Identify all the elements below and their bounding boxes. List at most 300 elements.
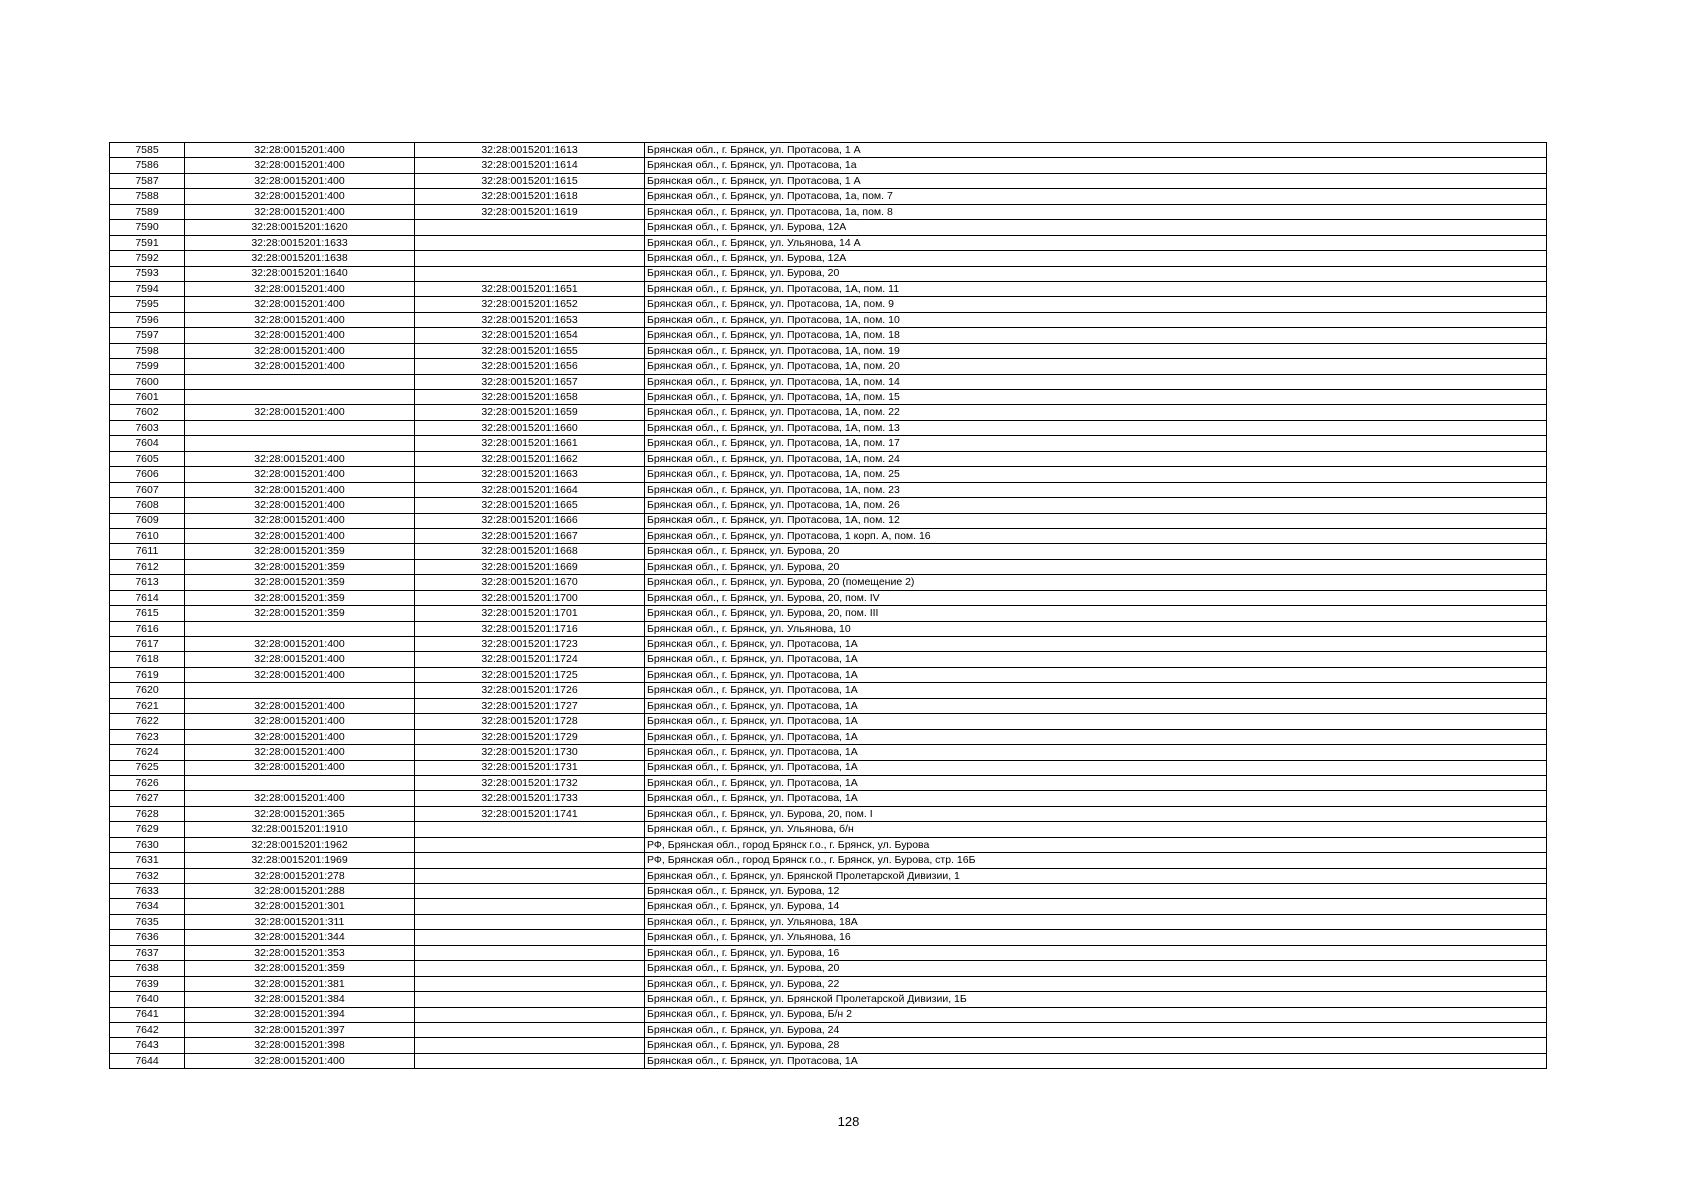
table-row xyxy=(110,173,1547,188)
address-cell: Брянская обл., г. Брянск, ул. Протасова, 1А, пом. 18 xyxy=(645,328,1547,343)
table-row xyxy=(110,1053,1547,1068)
cadastral-number-cell: 32:28:0015201:1732 xyxy=(415,775,645,790)
table-row xyxy=(110,775,1547,790)
table-row xyxy=(110,806,1547,821)
parent-cadastral-number-cell: 32:28:0015201:288 xyxy=(185,884,415,899)
row-number-cell: 7618 xyxy=(110,652,185,667)
row-number-cell: 7639 xyxy=(110,976,185,991)
address-cell: Брянская обл., г. Брянск, ул. Протасова, 1А, пом. 14 xyxy=(645,374,1547,389)
row-number-cell: 7627 xyxy=(110,791,185,806)
cadastral-number-cell: 32:28:0015201:1666 xyxy=(415,513,645,528)
parent-cadastral-number-cell xyxy=(185,374,415,389)
cadastral-number-cell: 32:28:0015201:1664 xyxy=(415,482,645,497)
address-cell: Брянская обл., г. Брянск, ул. Бурова, 20 (помещение 2) xyxy=(645,575,1547,590)
table-row xyxy=(110,868,1547,883)
table-row xyxy=(110,760,1547,775)
parent-cadastral-number-cell: 32:28:0015201:400 xyxy=(185,189,415,204)
row-number-cell: 7636 xyxy=(110,930,185,945)
address-cell: Брянская обл., г. Брянск, ул. Протасова, 1А, пом. 12 xyxy=(645,513,1547,528)
table-row xyxy=(110,683,1547,698)
table-body xyxy=(110,143,1547,1069)
cadastral-number-cell xyxy=(415,837,645,852)
address-cell: Брянская обл., г. Брянск, ул. Протасова, 1а, пом. 8 xyxy=(645,204,1547,219)
cadastral-number-cell xyxy=(415,945,645,960)
table-row xyxy=(110,575,1547,590)
parent-cadastral-number-cell: 32:28:0015201:359 xyxy=(185,961,415,976)
row-number-cell: 7608 xyxy=(110,498,185,513)
row-number-cell: 7613 xyxy=(110,575,185,590)
parent-cadastral-number-cell: 32:28:0015201:400 xyxy=(185,312,415,327)
table-row xyxy=(110,1022,1547,1037)
cadastral-number-cell xyxy=(415,868,645,883)
cadastral-number-cell: 32:28:0015201:1663 xyxy=(415,467,645,482)
address-cell: Брянская обл., г. Брянск, ул. Протасова, 1А xyxy=(645,791,1547,806)
cadastral-number-cell: 32:28:0015201:1654 xyxy=(415,328,645,343)
row-number-cell: 7612 xyxy=(110,559,185,574)
row-number-cell: 7631 xyxy=(110,853,185,868)
cadastral-number-cell xyxy=(415,930,645,945)
row-number-cell: 7619 xyxy=(110,667,185,682)
address-cell: Брянская обл., г. Брянск, ул. Бурова, 28 xyxy=(645,1038,1547,1053)
address-cell: Брянская обл., г. Брянск, ул. Протасова, 1А xyxy=(645,760,1547,775)
parent-cadastral-number-cell: 32:28:0015201:359 xyxy=(185,575,415,590)
cadastral-number-cell: 32:28:0015201:1658 xyxy=(415,390,645,405)
parent-cadastral-number-cell: 32:28:0015201:400 xyxy=(185,467,415,482)
row-number-cell: 7638 xyxy=(110,961,185,976)
parent-cadastral-number-cell: 32:28:0015201:394 xyxy=(185,1007,415,1022)
row-number-cell: 7594 xyxy=(110,281,185,296)
parent-cadastral-number-cell: 32:28:0015201:301 xyxy=(185,899,415,914)
cadastral-number-cell: 32:28:0015201:1716 xyxy=(415,621,645,636)
table-row xyxy=(110,251,1547,266)
cadastral-number-cell xyxy=(415,853,645,868)
address-cell: Брянская обл., г. Брянск, ул. Протасова, 1А xyxy=(645,714,1547,729)
address-cell: Брянская обл., г. Брянск, ул. Протасова, 1А xyxy=(645,698,1547,713)
cadastral-number-cell xyxy=(415,1053,645,1068)
row-number-cell: 7607 xyxy=(110,482,185,497)
table-row xyxy=(110,945,1547,960)
row-number-cell: 7622 xyxy=(110,714,185,729)
row-number-cell: 7587 xyxy=(110,173,185,188)
cadastral-number-cell xyxy=(415,1038,645,1053)
address-cell: Брянская обл., г. Брянск, ул. Протасова, 1А xyxy=(645,652,1547,667)
parent-cadastral-number-cell: 32:28:0015201:400 xyxy=(185,297,415,312)
row-number-cell: 7634 xyxy=(110,899,185,914)
address-cell: Брянская обл., г. Брянск, ул. Бурова, 20, пом. III xyxy=(645,606,1547,621)
parent-cadastral-number-cell: 32:28:0015201:400 xyxy=(185,359,415,374)
cadastral-number-cell: 32:28:0015201:1668 xyxy=(415,544,645,559)
cadastral-number-cell: 32:28:0015201:1700 xyxy=(415,590,645,605)
address-cell: Брянская обл., г. Брянск, ул. Протасова, 1А, пом. 25 xyxy=(645,467,1547,482)
table-row xyxy=(110,884,1547,899)
cadastral-number-cell: 32:28:0015201:1614 xyxy=(415,158,645,173)
table-row xyxy=(110,420,1547,435)
address-cell: Брянская обл., г. Брянск, ул. Протасова, 1А, пом. 23 xyxy=(645,482,1547,497)
row-number-cell: 7615 xyxy=(110,606,185,621)
address-cell: Брянская обл., г. Брянск, ул. Протасова, 1А, пом. 22 xyxy=(645,405,1547,420)
address-cell: Брянская обл., г. Брянск, ул. Ульянова, 10 xyxy=(645,621,1547,636)
table-row xyxy=(110,390,1547,405)
cadastral-number-cell: 32:28:0015201:1615 xyxy=(415,173,645,188)
cadastral-number-cell: 32:28:0015201:1667 xyxy=(415,528,645,543)
table-row xyxy=(110,745,1547,760)
table-row xyxy=(110,914,1547,929)
address-cell: Брянская обл., г. Брянск, ул. Протасова, 1А xyxy=(645,1053,1547,1068)
row-number-cell: 7588 xyxy=(110,189,185,204)
address-cell: Брянская обл., г. Брянск, ул. Бурова, 20 xyxy=(645,544,1547,559)
parent-cadastral-number-cell: 32:28:0015201:365 xyxy=(185,806,415,821)
parent-cadastral-number-cell: 32:28:0015201:400 xyxy=(185,791,415,806)
table-row xyxy=(110,374,1547,389)
address-cell: Брянская обл., г. Брянск, ул. Протасова, 1А, пом. 19 xyxy=(645,343,1547,358)
row-number-cell: 7596 xyxy=(110,312,185,327)
cadastral-number-cell xyxy=(415,251,645,266)
row-number-cell: 7642 xyxy=(110,1022,185,1037)
parent-cadastral-number-cell: 32:28:0015201:398 xyxy=(185,1038,415,1053)
parent-cadastral-number-cell: 32:28:0015201:344 xyxy=(185,930,415,945)
cadastral-number-cell xyxy=(415,914,645,929)
parent-cadastral-number-cell: 32:28:0015201:1640 xyxy=(185,266,415,281)
address-cell: Брянская обл., г. Брянск, ул. Протасова, 1А, пом. 15 xyxy=(645,390,1547,405)
row-number-cell: 7591 xyxy=(110,235,185,250)
parent-cadastral-number-cell: 32:28:0015201:400 xyxy=(185,652,415,667)
cadastral-number-cell: 32:28:0015201:1651 xyxy=(415,281,645,296)
cadastral-number-cell xyxy=(415,899,645,914)
cadastral-number-cell xyxy=(415,1022,645,1037)
parent-cadastral-number-cell: 32:28:0015201:1910 xyxy=(185,822,415,837)
table-row xyxy=(110,837,1547,852)
table-row xyxy=(110,220,1547,235)
address-cell: Брянская обл., г. Брянск, ул. Протасова, 1А xyxy=(645,637,1547,652)
table-row xyxy=(110,451,1547,466)
table-row xyxy=(110,559,1547,574)
table-row xyxy=(110,343,1547,358)
parent-cadastral-number-cell: 32:28:0015201:311 xyxy=(185,914,415,929)
cadastral-number-cell: 32:28:0015201:1730 xyxy=(415,745,645,760)
address-cell: Брянская обл., г. Брянск, ул. Протасова, 1 А xyxy=(645,173,1547,188)
cadastral-number-cell: 32:28:0015201:1701 xyxy=(415,606,645,621)
cadastral-number-cell: 32:28:0015201:1657 xyxy=(415,374,645,389)
parent-cadastral-number-cell: 32:28:0015201:1620 xyxy=(185,220,415,235)
row-number-cell: 7609 xyxy=(110,513,185,528)
cadastral-number-cell: 32:28:0015201:1660 xyxy=(415,420,645,435)
address-cell: Брянская обл., г. Брянск, ул. Бурова, 20 xyxy=(645,559,1547,574)
parent-cadastral-number-cell: 32:28:0015201:397 xyxy=(185,1022,415,1037)
table-row xyxy=(110,328,1547,343)
parent-cadastral-number-cell xyxy=(185,420,415,435)
cadastral-number-cell: 32:28:0015201:1613 xyxy=(415,143,645,158)
table-row xyxy=(110,930,1547,945)
row-number-cell: 7605 xyxy=(110,451,185,466)
parent-cadastral-number-cell: 32:28:0015201:400 xyxy=(185,204,415,219)
row-number-cell: 7626 xyxy=(110,775,185,790)
row-number-cell: 7598 xyxy=(110,343,185,358)
table-row xyxy=(110,853,1547,868)
row-number-cell: 7621 xyxy=(110,698,185,713)
row-number-cell: 7614 xyxy=(110,590,185,605)
parent-cadastral-number-cell: 32:28:0015201:400 xyxy=(185,482,415,497)
parent-cadastral-number-cell: 32:28:0015201:353 xyxy=(185,945,415,960)
page-number: 128 xyxy=(837,1114,860,1129)
cadastral-number-cell xyxy=(415,992,645,1007)
cadastral-number-cell: 32:28:0015201:1725 xyxy=(415,667,645,682)
address-cell: Брянская обл., г. Брянск, ул. Бурова, 20 xyxy=(645,961,1547,976)
address-cell: Брянская обл., г. Брянск, ул. Бурова, 24 xyxy=(645,1022,1547,1037)
row-number-cell: 7630 xyxy=(110,837,185,852)
address-cell: Брянская обл., г. Брянск, ул. Протасова, 1А, пом. 17 xyxy=(645,436,1547,451)
address-cell: Брянская обл., г. Брянск, ул. Протасова, 1 А xyxy=(645,143,1547,158)
address-cell: Брянская обл., г. Брянск, ул. Ульянова, 16 xyxy=(645,930,1547,945)
table-row xyxy=(110,204,1547,219)
address-cell: Брянская обл., г. Брянск, ул. Ульянова, 14 А xyxy=(645,235,1547,250)
cadastral-number-cell xyxy=(415,822,645,837)
row-number-cell: 7606 xyxy=(110,467,185,482)
parent-cadastral-number-cell: 32:28:0015201:400 xyxy=(185,451,415,466)
parent-cadastral-number-cell: 32:28:0015201:359 xyxy=(185,590,415,605)
table-row xyxy=(110,1038,1547,1053)
parent-cadastral-number-cell: 32:28:0015201:400 xyxy=(185,173,415,188)
row-number-cell: 7620 xyxy=(110,683,185,698)
table-row xyxy=(110,281,1547,296)
table-row xyxy=(110,359,1547,374)
table-row xyxy=(110,482,1547,497)
row-number-cell: 7641 xyxy=(110,1007,185,1022)
row-number-cell: 7644 xyxy=(110,1053,185,1068)
parent-cadastral-number-cell: 32:28:0015201:400 xyxy=(185,745,415,760)
cadastral-number-cell: 32:28:0015201:1655 xyxy=(415,343,645,358)
row-number-cell: 7624 xyxy=(110,745,185,760)
table-row xyxy=(110,297,1547,312)
address-cell: Брянская обл., г. Брянск, ул. Протасова, 1А, пом. 24 xyxy=(645,451,1547,466)
address-cell: Брянская обл., г. Брянск, ул. Протасова, 1А, пом. 26 xyxy=(645,498,1547,513)
cadastral-number-cell: 32:28:0015201:1741 xyxy=(415,806,645,821)
table-row xyxy=(110,637,1547,652)
row-number-cell: 7635 xyxy=(110,914,185,929)
parent-cadastral-number-cell: 32:28:0015201:400 xyxy=(185,714,415,729)
row-number-cell: 7617 xyxy=(110,637,185,652)
cadastral-number-cell: 32:28:0015201:1656 xyxy=(415,359,645,374)
table-row xyxy=(110,729,1547,744)
address-cell: Брянская обл., г. Брянск, ул. Протасова, 1А, пом. 13 xyxy=(645,420,1547,435)
cadastral-number-cell: 32:28:0015201:1665 xyxy=(415,498,645,513)
parent-cadastral-number-cell: 32:28:0015201:400 xyxy=(185,698,415,713)
address-cell: Брянская обл., г. Брянск, ул. Бурова, 14 xyxy=(645,899,1547,914)
row-number-cell: 7637 xyxy=(110,945,185,960)
table-row xyxy=(110,698,1547,713)
cadastral-number-cell: 32:28:0015201:1727 xyxy=(415,698,645,713)
cadastral-number-cell: 32:28:0015201:1723 xyxy=(415,637,645,652)
cadastral-number-cell: 32:28:0015201:1661 xyxy=(415,436,645,451)
table-row xyxy=(110,606,1547,621)
address-cell: Брянская обл., г. Брянск, ул. Протасова, 1А xyxy=(645,775,1547,790)
row-number-cell: 7610 xyxy=(110,528,185,543)
table-row xyxy=(110,961,1547,976)
address-cell: Брянская обл., г. Брянск, ул. Бурова, 20, пом. I xyxy=(645,806,1547,821)
parent-cadastral-number-cell xyxy=(185,683,415,698)
address-cell: Брянская обл., г. Брянск, ул. Протасова, 1А xyxy=(645,667,1547,682)
parent-cadastral-number-cell: 32:28:0015201:400 xyxy=(185,343,415,358)
row-number-cell: 7632 xyxy=(110,868,185,883)
parent-cadastral-number-cell: 32:28:0015201:400 xyxy=(185,281,415,296)
table-row xyxy=(110,590,1547,605)
cadastral-number-cell: 32:28:0015201:1662 xyxy=(415,451,645,466)
cadastral-number-cell: 32:28:0015201:1652 xyxy=(415,297,645,312)
cadastral-number-cell: 32:28:0015201:1659 xyxy=(415,405,645,420)
cadastral-number-cell xyxy=(415,220,645,235)
table-row xyxy=(110,189,1547,204)
cadastral-number-cell: 32:28:0015201:1733 xyxy=(415,791,645,806)
row-number-cell: 7640 xyxy=(110,992,185,1007)
parent-cadastral-number-cell: 32:28:0015201:400 xyxy=(185,528,415,543)
cadastral-number-cell: 32:28:0015201:1731 xyxy=(415,760,645,775)
row-number-cell: 7625 xyxy=(110,760,185,775)
row-number-cell: 7633 xyxy=(110,884,185,899)
row-number-cell: 7616 xyxy=(110,621,185,636)
parent-cadastral-number-cell: 32:28:0015201:400 xyxy=(185,729,415,744)
address-cell: Брянская обл., г. Брянск, ул. Протасова, 1А, пом. 10 xyxy=(645,312,1547,327)
row-number-cell: 7589 xyxy=(110,204,185,219)
table-row xyxy=(110,899,1547,914)
address-cell: Брянская обл., г. Брянск, ул. Бурова, 12 xyxy=(645,884,1547,899)
table-row xyxy=(110,143,1547,158)
cadastral-number-cell: 32:28:0015201:1726 xyxy=(415,683,645,698)
address-cell: Брянская обл., г. Брянск, ул. Протасова, 1а xyxy=(645,158,1547,173)
parent-cadastral-number-cell: 32:28:0015201:278 xyxy=(185,868,415,883)
address-cell: Брянская обл., г. Брянск, ул. Брянской Пролетарской Дивизии, 1 xyxy=(645,868,1547,883)
parent-cadastral-number-cell: 32:28:0015201:381 xyxy=(185,976,415,991)
address-cell: РФ, Брянская обл., город Брянск г.о., г. Брянск, ул. Бурова, стр. 16Б xyxy=(645,853,1547,868)
table-row xyxy=(110,976,1547,991)
row-number-cell: 7604 xyxy=(110,436,185,451)
table-row xyxy=(110,992,1547,1007)
parent-cadastral-number-cell: 32:28:0015201:400 xyxy=(185,1053,415,1068)
cadastral-number-cell: 32:28:0015201:1670 xyxy=(415,575,645,590)
table-row xyxy=(110,528,1547,543)
row-number-cell: 7628 xyxy=(110,806,185,821)
parent-cadastral-number-cell: 32:28:0015201:400 xyxy=(185,328,415,343)
parent-cadastral-number-cell xyxy=(185,390,415,405)
address-cell: Брянская обл., г. Брянск, ул. Протасова, 1 корп. А, пом. 16 xyxy=(645,528,1547,543)
table-row xyxy=(110,544,1547,559)
parent-cadastral-number-cell: 32:28:0015201:359 xyxy=(185,606,415,621)
address-cell: Брянская обл., г. Брянск, ул. Протасова, 1А xyxy=(645,745,1547,760)
address-cell: РФ, Брянская обл., город Брянск г.о., г. Брянск, ул. Бурова xyxy=(645,837,1547,852)
cadastral-number-cell: 32:28:0015201:1724 xyxy=(415,652,645,667)
cadastral-number-cell xyxy=(415,961,645,976)
address-cell: Брянская обл., г. Брянск, ул. Бурова, 20 xyxy=(645,266,1547,281)
cadastral-number-cell xyxy=(415,976,645,991)
parent-cadastral-number-cell: 32:28:0015201:400 xyxy=(185,760,415,775)
parent-cadastral-number-cell: 32:28:0015201:1633 xyxy=(185,235,415,250)
row-number-cell: 7601 xyxy=(110,390,185,405)
table-row xyxy=(110,652,1547,667)
address-cell: Брянская обл., г. Брянск, ул. Бурова, 16 xyxy=(645,945,1547,960)
parent-cadastral-number-cell: 32:28:0015201:384 xyxy=(185,992,415,1007)
table-row xyxy=(110,436,1547,451)
row-number-cell: 7643 xyxy=(110,1038,185,1053)
address-cell: Брянская обл., г. Брянск, ул. Протасова, 1А, пом. 20 xyxy=(645,359,1547,374)
parent-cadastral-number-cell: 32:28:0015201:1638 xyxy=(185,251,415,266)
parent-cadastral-number-cell xyxy=(185,621,415,636)
table-row xyxy=(110,791,1547,806)
address-cell: Брянская обл., г. Брянск, ул. Бурова, 12А xyxy=(645,220,1547,235)
parent-cadastral-number-cell: 32:28:0015201:400 xyxy=(185,667,415,682)
address-cell: Брянская обл., г. Брянск, ул. Протасова, 1а, пом. 7 xyxy=(645,189,1547,204)
table-row xyxy=(110,822,1547,837)
row-number-cell: 7602 xyxy=(110,405,185,420)
table-row xyxy=(110,235,1547,250)
table-row xyxy=(110,158,1547,173)
table-row xyxy=(110,312,1547,327)
parent-cadastral-number-cell xyxy=(185,775,415,790)
row-number-cell: 7603 xyxy=(110,420,185,435)
address-cell: Брянская обл., г. Брянск, ул. Бурова, 22 xyxy=(645,976,1547,991)
parent-cadastral-number-cell: 32:28:0015201:1969 xyxy=(185,853,415,868)
row-number-cell: 7600 xyxy=(110,374,185,389)
row-number-cell: 7597 xyxy=(110,328,185,343)
table-row xyxy=(110,621,1547,636)
row-number-cell: 7585 xyxy=(110,143,185,158)
cadastral-number-cell xyxy=(415,1007,645,1022)
parent-cadastral-number-cell: 32:28:0015201:400 xyxy=(185,143,415,158)
address-cell: Брянская обл., г. Брянск, ул. Бурова, Б/н 2 xyxy=(645,1007,1547,1022)
row-number-cell: 7611 xyxy=(110,544,185,559)
table-row xyxy=(110,266,1547,281)
row-number-cell: 7629 xyxy=(110,822,185,837)
address-cell: Брянская обл., г. Брянск, ул. Ульянова, 18А xyxy=(645,914,1547,929)
table-row xyxy=(110,667,1547,682)
parent-cadastral-number-cell xyxy=(185,436,415,451)
parent-cadastral-number-cell: 32:28:0015201:400 xyxy=(185,637,415,652)
row-number-cell: 7592 xyxy=(110,251,185,266)
parent-cadastral-number-cell: 32:28:0015201:359 xyxy=(185,559,415,574)
address-cell: Брянская обл., г. Брянск, ул. Бурова, 12А xyxy=(645,251,1547,266)
table-row xyxy=(110,467,1547,482)
table-row xyxy=(110,1007,1547,1022)
parent-cadastral-number-cell: 32:28:0015201:400 xyxy=(185,158,415,173)
row-number-cell: 7599 xyxy=(110,359,185,374)
address-cell: Брянская обл., г. Брянск, ул. Протасова, 1А xyxy=(645,683,1547,698)
row-number-cell: 7590 xyxy=(110,220,185,235)
cadastral-table xyxy=(109,142,1547,1069)
cadastral-number-cell xyxy=(415,266,645,281)
table-row xyxy=(110,498,1547,513)
table-row xyxy=(110,513,1547,528)
address-cell: Брянская обл., г. Брянск, ул. Протасова, 1А xyxy=(645,729,1547,744)
cadastral-number-cell: 32:28:0015201:1669 xyxy=(415,559,645,574)
cadastral-number-cell: 32:28:0015201:1728 xyxy=(415,714,645,729)
address-cell: Брянская обл., г. Брянск, ул. Протасова, 1А, пом. 9 xyxy=(645,297,1547,312)
cadastral-number-cell: 32:28:0015201:1618 xyxy=(415,189,645,204)
parent-cadastral-number-cell: 32:28:0015201:400 xyxy=(185,498,415,513)
parent-cadastral-number-cell: 32:28:0015201:400 xyxy=(185,513,415,528)
table-row xyxy=(110,405,1547,420)
cadastral-number-cell xyxy=(415,884,645,899)
parent-cadastral-number-cell: 32:28:0015201:359 xyxy=(185,544,415,559)
address-cell: Брянская обл., г. Брянск, ул. Ульянова, б/н xyxy=(645,822,1547,837)
table-row xyxy=(110,714,1547,729)
cadastral-number-cell: 32:28:0015201:1653 xyxy=(415,312,645,327)
cadastral-number-cell xyxy=(415,235,645,250)
address-cell: Брянская обл., г. Брянск, ул. Бурова, 20, пом. IV xyxy=(645,590,1547,605)
address-cell: Брянская обл., г. Брянск, ул. Брянской Пролетарской Дивизии, 1Б xyxy=(645,992,1547,1007)
address-cell: Брянская обл., г. Брянск, ул. Протасова, 1А, пом. 11 xyxy=(645,281,1547,296)
cadastral-number-cell: 32:28:0015201:1729 xyxy=(415,729,645,744)
row-number-cell: 7593 xyxy=(110,266,185,281)
parent-cadastral-number-cell: 32:28:0015201:1962 xyxy=(185,837,415,852)
cadastral-number-cell: 32:28:0015201:1619 xyxy=(415,204,645,219)
row-number-cell: 7595 xyxy=(110,297,185,312)
